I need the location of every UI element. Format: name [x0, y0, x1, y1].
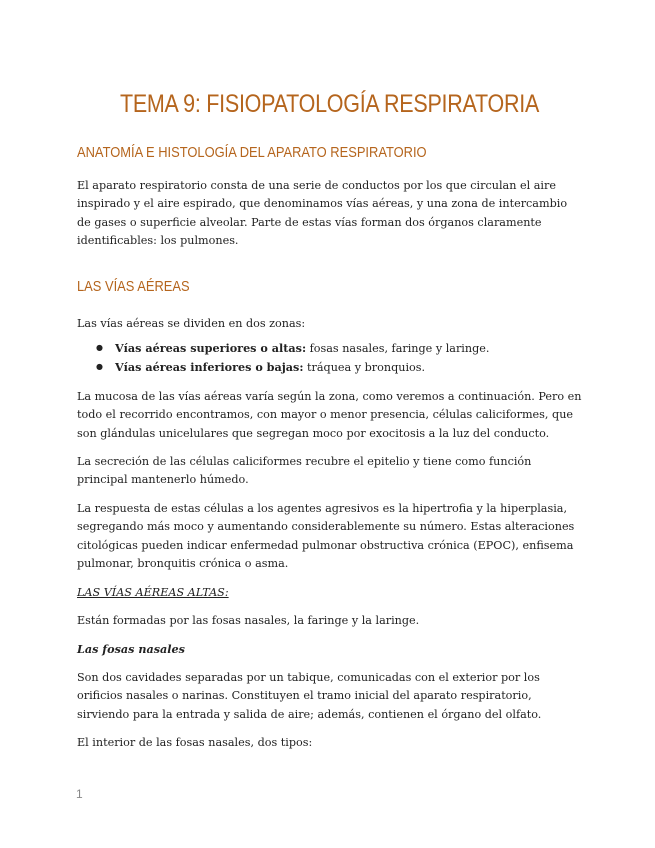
paragraph-nasal-interior: El interior de las fosas nasales, dos tipos:: [77, 735, 313, 749]
page-content: [77, 86, 582, 752]
airways-list: [77, 339, 582, 378]
page-number: 1: [76, 787, 83, 801]
paragraph-airways-intro: Las vías aéreas se dividen en dos zonas:: [77, 316, 306, 330]
section-heading-anatomy: ANATOMÍA E HISTOLOGÍA DEL APARATO RESPIRATORIO: [77, 144, 427, 161]
paragraph-mucosa: La mucosa de las vías aéreas varía según la zona, como veremos a continuación. Pero en todo el recorrido encontramos, con mayor o menor presencia, células caliciformes, que son glándulas unicelulares que segregan moco por exocitosis a la luz del conducto.: [77, 389, 582, 440]
subsection-heading-upper-airways: LAS VÍAS AÉREAS ALTAS:: [77, 585, 229, 599]
page-title: TEMA 9: FISIOPATOLOGÍA RESPIRATORIA: [119, 90, 540, 118]
list-item: [115, 358, 582, 377]
section-heading-airways: LAS VÍAS AÉREAS: [77, 277, 190, 295]
paragraph-secretion: La secreción de las células caliciformes recubre el epitelio y tiene como función principal mantenerlo húmedo.: [77, 455, 532, 487]
list-item-label: Vías aéreas superiores o altas:: [115, 341, 307, 356]
subheading-nasal-cavities: Las fosas nasales: [77, 642, 185, 657]
list-item-text: fosas nasales, faringe y laringe.: [306, 342, 490, 356]
list-item: [115, 339, 582, 358]
list-item-label: Vías aéreas inferiores o bajas:: [115, 360, 304, 375]
list-item-text: tráquea y bronquios.: [303, 361, 426, 375]
paragraph-nasal-cavities: Son dos cavidades separadas por un tabique, comunicadas con el exterior por los orificios nasales o narinas. Constituyen el tramo inicial del aparato respiratorio, sirviendo para la entrada y salida de aire; además, contienen el órgano del olfato.: [77, 670, 542, 721]
paragraph-response: La respuesta de estas células a los agentes agresivos es la hipertrofia y la hiperplasia, segregando más moco y aumentando considerablemente su número. Estas alteraciones citológicas pueden indicar enfermedad pulmonar obstructiva crónica (EPOC), enfisema pulmonar, bronquitis crónica o asma.: [77, 501, 575, 571]
paragraph-upper-airways-intro: Están formadas por las fosas nasales, la faringe y la laringe.: [77, 613, 420, 627]
paragraph-anatomy: El aparato respiratorio consta de una serie de conductos por los que circulan el aire inspirado y el aire espirado, que denominamos vías aéreas, y una zona de intercambio de gases o superficie alveolar. Parte de estas vías forman dos órganos claramente identificables: los pulmones.: [77, 179, 568, 248]
